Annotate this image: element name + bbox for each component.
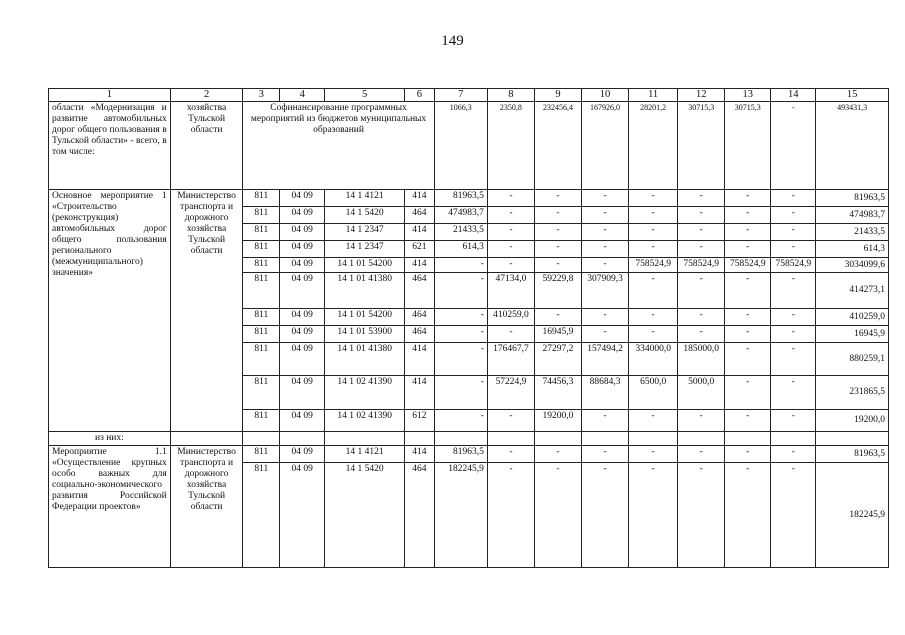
table-cell: 04 09 [280, 258, 325, 273]
table-cell: - [487, 224, 534, 241]
table-cell: - [678, 273, 725, 309]
header-cell: 15 [816, 89, 889, 102]
table-cell: - [678, 326, 725, 343]
table-cell: - [678, 445, 725, 462]
table-cell: 811 [243, 410, 280, 432]
table-cell: 19200,0 [534, 410, 581, 432]
header-cell: 2 [170, 89, 243, 102]
table-cell: - [629, 326, 678, 343]
table-cell: 157494,2 [582, 343, 629, 376]
table-cell: - [771, 207, 816, 224]
table-cell: - [771, 241, 816, 258]
table-cell: 81963,5 [816, 445, 889, 462]
table-cell: 410259,0 [816, 309, 889, 326]
table-cell: - [534, 190, 581, 207]
table-cell: 414 [405, 258, 435, 273]
table-cell: 04 09 [280, 190, 325, 207]
total-row [49, 102, 889, 190]
table-cell: - [678, 241, 725, 258]
table-cell: - [725, 462, 771, 567]
table-cell: - [771, 190, 816, 207]
table-cell: 176467,7 [487, 343, 534, 376]
total-executor: хозяйства Тульской области [170, 102, 243, 190]
table-cell: 811 [243, 462, 280, 567]
table-cell: - [678, 410, 725, 432]
table-cell: - [487, 258, 534, 273]
empty-cell [629, 432, 678, 446]
table-cell: - [582, 326, 629, 343]
header-cell: 9 [534, 89, 581, 102]
table-cell: - [582, 207, 629, 224]
table-cell: 14 1 02 41390 [325, 410, 405, 432]
total-value: 28201,2 [629, 102, 678, 190]
table-cell: - [582, 445, 629, 462]
table-cell: 414 [405, 376, 435, 410]
table-cell: 74456,3 [534, 376, 581, 410]
table-cell: 19200,0 [816, 410, 889, 432]
table-cell: - [487, 445, 534, 462]
header-cell: 4 [280, 89, 325, 102]
table-cell: 14 1 5420 [325, 462, 405, 567]
table-cell: 3034099,6 [816, 258, 889, 273]
table-cell: 464 [405, 273, 435, 309]
total-value: 30715,3 [725, 102, 771, 190]
total-value: - [771, 102, 816, 190]
table-cell: 410259,0 [487, 309, 534, 326]
table-cell: 04 09 [280, 326, 325, 343]
table-cell: - [725, 309, 771, 326]
empty-cell [771, 432, 816, 446]
table-cell: - [678, 190, 725, 207]
table-cell: - [487, 410, 534, 432]
total-value: 493431,3 [816, 102, 889, 190]
table-cell: 59229,8 [534, 273, 581, 309]
table-cell: - [434, 410, 487, 432]
empty-cell [678, 432, 725, 446]
empty-cell [243, 432, 280, 446]
table-cell: - [629, 309, 678, 326]
table-cell: 81963,5 [434, 445, 487, 462]
table-cell: 811 [243, 258, 280, 273]
table-cell: - [629, 207, 678, 224]
budget-table [48, 88, 889, 568]
table-cell: - [434, 258, 487, 273]
table-cell: - [582, 462, 629, 567]
table-cell: 14 1 2347 [325, 241, 405, 258]
table-cell: 16945,9 [816, 326, 889, 343]
executor: Министерство транспорта и дорожного хозяйства Тульской области [170, 445, 243, 567]
table-cell: 621 [405, 241, 435, 258]
empty-cell [280, 432, 325, 446]
table-cell: 182245,9 [816, 462, 889, 567]
table-cell: - [725, 376, 771, 410]
table-cell: 758524,9 [725, 258, 771, 273]
header-row [49, 89, 889, 102]
table-cell: - [582, 224, 629, 241]
of-which-label: из них: [49, 432, 171, 446]
table-cell: - [434, 376, 487, 410]
table-cell: 474983,7 [434, 207, 487, 224]
table-cell: - [487, 207, 534, 224]
table-cell: 185000,0 [678, 343, 725, 376]
table-cell: 14 1 02 41390 [325, 376, 405, 410]
table-cell: - [725, 207, 771, 224]
total-title: области «Модернизация и развитие автомобильных дорог общего пользования в Тульской области» - всего, в том числе: [49, 102, 171, 190]
table-cell: 464 [405, 207, 435, 224]
table-cell: - [534, 445, 581, 462]
table-cell: 307909,3 [582, 273, 629, 309]
table-cell: 04 09 [280, 207, 325, 224]
table-cell: - [629, 462, 678, 567]
table-cell: 464 [405, 462, 435, 567]
table-cell: - [629, 273, 678, 309]
empty-cell [582, 432, 629, 446]
table-cell: 14 1 01 54200 [325, 258, 405, 273]
table-cell: 811 [243, 343, 280, 376]
table-cell: - [534, 258, 581, 273]
total-value: 2350,8 [487, 102, 534, 190]
header-cell: 6 [405, 89, 435, 102]
table-cell: - [487, 462, 534, 567]
table-cell: 614,3 [816, 241, 889, 258]
table-cell: - [771, 445, 816, 462]
header-cell: 11 [629, 89, 678, 102]
table-cell: 57224,9 [487, 376, 534, 410]
table-row [49, 445, 889, 462]
table-cell: - [629, 445, 678, 462]
table-cell: - [534, 224, 581, 241]
table-cell: 614,3 [434, 241, 487, 258]
table-cell: 14 1 5420 [325, 207, 405, 224]
table-cell: 474983,7 [816, 207, 889, 224]
table-cell: 21433,5 [816, 224, 889, 241]
empty-cell [170, 432, 243, 446]
table-cell: - [725, 190, 771, 207]
table-cell: - [534, 241, 581, 258]
table-cell: 414 [405, 224, 435, 241]
total-value: 167926,0 [582, 102, 629, 190]
total-value: 1066,3 [434, 102, 487, 190]
table-cell: 880259,1 [816, 343, 889, 376]
page-number: 149 [441, 33, 464, 49]
table-cell: - [725, 241, 771, 258]
table-cell: - [629, 410, 678, 432]
table-cell: 14 1 4121 [325, 445, 405, 462]
table-cell: 414273,1 [816, 273, 889, 309]
table-cell: 04 09 [280, 343, 325, 376]
table-cell: - [725, 343, 771, 376]
table-cell: - [771, 273, 816, 309]
header-cell: 14 [771, 89, 816, 102]
table-cell: - [678, 224, 725, 241]
table-cell: 81963,5 [816, 190, 889, 207]
table-cell: 04 09 [280, 309, 325, 326]
empty-cell [534, 432, 581, 446]
executor: Министерство транспорта и дорожного хозяйства Тульской области [170, 190, 243, 432]
table-cell: 811 [243, 309, 280, 326]
table-cell: - [678, 207, 725, 224]
table-cell: - [771, 343, 816, 376]
header-cell: 13 [725, 89, 771, 102]
table-cell: 14 1 01 53900 [325, 326, 405, 343]
table-cell: 5000,0 [678, 376, 725, 410]
table-cell: 811 [243, 376, 280, 410]
table-cell: 04 09 [280, 273, 325, 309]
table-cell: 27297,2 [534, 343, 581, 376]
table-cell: - [678, 309, 725, 326]
table-row [49, 190, 889, 207]
table-cell: 14 1 4121 [325, 190, 405, 207]
total-value: 232456,4 [534, 102, 581, 190]
table-cell: - [487, 190, 534, 207]
table-cell: 04 09 [280, 224, 325, 241]
table-cell: 414 [405, 445, 435, 462]
empty-cell [405, 432, 435, 446]
table-cell: 81963,5 [434, 190, 487, 207]
header-cell: 8 [487, 89, 534, 102]
table-cell: - [725, 445, 771, 462]
table-cell: 6500,0 [629, 376, 678, 410]
empty-cell [434, 432, 487, 446]
table-cell: 14 1 01 54200 [325, 309, 405, 326]
table-cell: - [771, 309, 816, 326]
table-cell: - [725, 273, 771, 309]
table-cell: - [434, 326, 487, 343]
table-cell: - [534, 309, 581, 326]
table-cell: - [771, 410, 816, 432]
table-cell: 04 09 [280, 410, 325, 432]
table-cell: 334000,0 [629, 343, 678, 376]
table-cell: - [534, 462, 581, 567]
table-cell: 04 09 [280, 241, 325, 258]
header-cell: 7 [434, 89, 487, 102]
table-cell: 14 1 01 41380 [325, 343, 405, 376]
table-cell: - [582, 190, 629, 207]
table-cell: 758524,9 [629, 258, 678, 273]
table-cell: 04 09 [280, 376, 325, 410]
table-cell: 14 1 2347 [325, 224, 405, 241]
of-which-row [49, 432, 889, 446]
table-cell: 758524,9 [771, 258, 816, 273]
table-cell: 464 [405, 326, 435, 343]
table-cell: 811 [243, 241, 280, 258]
table-cell: 811 [243, 207, 280, 224]
table-cell: - [434, 273, 487, 309]
table-cell: - [487, 326, 534, 343]
table-cell: - [582, 258, 629, 273]
table-cell: 464 [405, 309, 435, 326]
header-cell: 1 [49, 89, 171, 102]
table-cell: 811 [243, 445, 280, 462]
table-cell: 811 [243, 326, 280, 343]
table-cell: - [629, 241, 678, 258]
empty-cell [325, 432, 405, 446]
table-cell: - [771, 376, 816, 410]
table-cell: - [434, 309, 487, 326]
header-cell: 5 [325, 89, 405, 102]
table-cell: 14 1 01 41380 [325, 273, 405, 309]
table-cell: 231865,5 [816, 376, 889, 410]
table-cell: 182245,9 [434, 462, 487, 567]
header-cell: 10 [582, 89, 629, 102]
header-cell: 3 [243, 89, 280, 102]
table-cell: 04 09 [280, 445, 325, 462]
table-cell: - [582, 241, 629, 258]
table-cell: 758524,9 [678, 258, 725, 273]
empty-cell [816, 432, 889, 446]
sub-activity-title: Мероприятие 1.1 «Осуществление крупных особо важных для социально-экономического развития Российской Федерации проектов» [49, 445, 171, 567]
total-value: 30715,3 [678, 102, 725, 190]
table-cell: - [582, 309, 629, 326]
table-cell: - [434, 343, 487, 376]
table-cell: - [725, 326, 771, 343]
table-cell: - [771, 326, 816, 343]
table-cell: 612 [405, 410, 435, 432]
table-cell: - [725, 410, 771, 432]
table-cell: - [629, 190, 678, 207]
table-cell: 811 [243, 224, 280, 241]
table-cell: - [771, 462, 816, 567]
main-activity-title: Основное мероприятие 1 «Строительство (реконструкция) автомобильных дорог общего пользования регионального (межмуниципального) значения» [49, 190, 171, 432]
cofinancing-note: Софинансирование программных мероприятий из бюджетов муниципальных образований [243, 102, 434, 190]
table-cell: - [678, 462, 725, 567]
table-cell: 04 09 [280, 462, 325, 567]
table-cell: 21433,5 [434, 224, 487, 241]
table-cell: - [487, 241, 534, 258]
table-cell: 16945,9 [534, 326, 581, 343]
header-cell: 12 [678, 89, 725, 102]
table-cell: 811 [243, 190, 280, 207]
table-cell: 88684,3 [582, 376, 629, 410]
table-cell: 47134,0 [487, 273, 534, 309]
table-cell: - [725, 224, 771, 241]
table-cell: 811 [243, 273, 280, 309]
empty-cell [725, 432, 771, 446]
table-cell: - [534, 207, 581, 224]
table-cell: 414 [405, 190, 435, 207]
table-cell: - [582, 410, 629, 432]
table-cell: 414 [405, 343, 435, 376]
table-cell: - [629, 224, 678, 241]
table-cell: - [771, 224, 816, 241]
empty-cell [487, 432, 534, 446]
